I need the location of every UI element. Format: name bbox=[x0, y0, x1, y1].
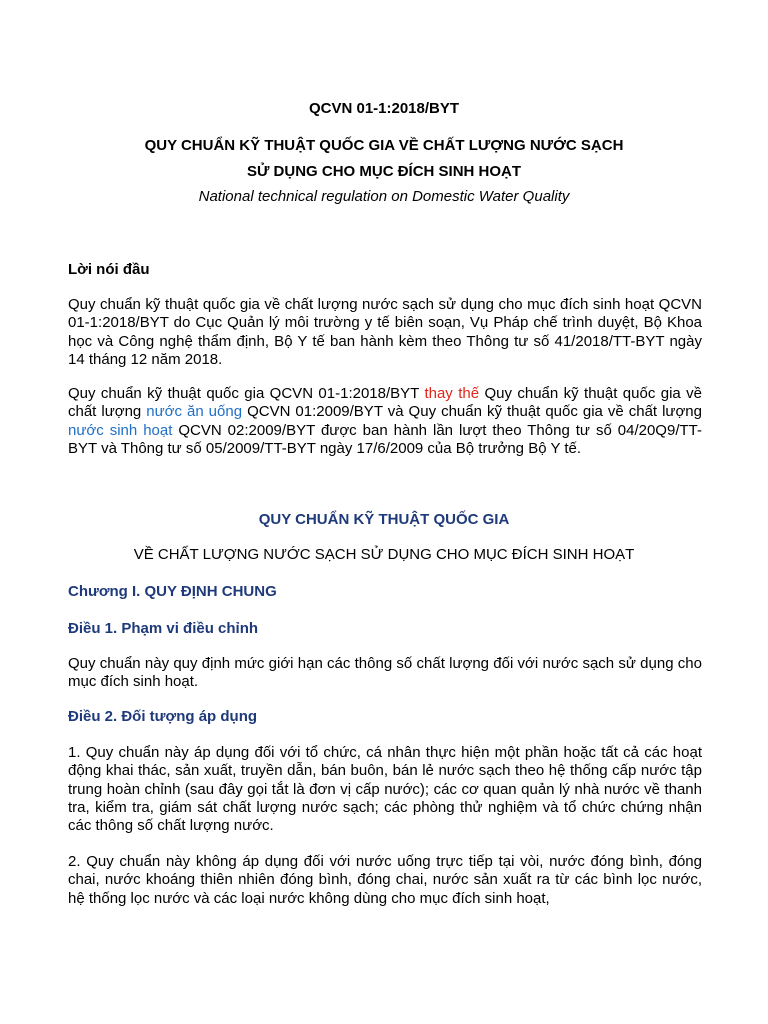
document-title-line2: SỬ DỤNG CHO MỤC ĐÍCH SINH HOẠT bbox=[246, 163, 522, 180]
section-subtitle: VỀ CHẤT LƯỢNG NƯỚC SẠCH SỬ DỤNG CHO MỤC ĐÍCH SINH HOẠT bbox=[133, 546, 635, 563]
document-code: QCVN 01-1:2018/BYT bbox=[308, 100, 460, 117]
article-1-text: Quy chuẩn này quy định mức giới hạn các thông số chất lượng đối với nước sạch sử dụng cho mục đích sinh hoạt. bbox=[68, 655, 702, 691]
preface-paragraph-2 bbox=[68, 385, 702, 458]
section-title: QUY CHUẨN KỸ THUẬT QUỐC GIA bbox=[258, 511, 510, 528]
preface-paragraph-2-part1: Quy chuẩn kỹ thuật quốc gia QCVN 01-1:2018/BYT bbox=[68, 385, 425, 402]
article-2-item-1: 1. Quy chuẩn này áp dụng đối với tổ chức, cá nhân thực hiện một phần hoặc tất cả các hoạt động khai thác, sản xuất, truyền dẫn, bán buôn, bán lẻ nước sạch theo hệ thống cấp nước tập trung hoàn chỉnh (sau đây gọi tắt là đơn vị cấp nước); các cơ quan quản lý nhà nước về thanh tra, kiểm tra, giám sát chất lượng nước sạch; các phòng thử nghiệm và tổ chức chứng nhận các thông số chất lượng nước. bbox=[68, 744, 702, 835]
article-2-item-2: 2. Quy chuẩn này không áp dụng đối với nước uống trực tiếp tại vòi, nước đóng bình, đóng chai, nước khoáng thiên nhiên đóng bình, đóng chai, nước sản xuất ra từ các bình lọc nước, hệ thống lọc nước và các loại nước không dùng cho mục đích sinh hoạt, bbox=[68, 853, 702, 907]
document-title-line1: QUY CHUẨN KỸ THUẬT QUỐC GIA VỀ CHẤT LƯỢNG NƯỚC SẠCH bbox=[144, 137, 624, 154]
preface-paragraph-2-part4: QCVN 02:2009/BYT được ban hành lần lượt theo Thông tư số 04/20Q9/TT-BYT và Thông tư số 05/2009/TT-BYT ngày 17/6/2009 của Bộ trưởng Bộ Y tế. bbox=[68, 421, 702, 457]
preface-heading: Lời nói đầu bbox=[68, 261, 150, 278]
chapter-1-heading: Chương I. QUY ĐỊNH CHUNG bbox=[68, 583, 277, 600]
domestic-water-link[interactable]: nước sinh hoạt bbox=[68, 421, 173, 439]
article-2-heading: Điều 2. Đối tượng áp dụng bbox=[68, 708, 258, 725]
article-1-heading: Điều 1. Phạm vi điều chỉnh bbox=[68, 620, 259, 637]
preface-paragraph-1: Quy chuẩn kỹ thuật quốc gia về chất lượng nước sạch sử dụng cho mục đích sinh hoạt QCVN 01-1:2018/BYT do Cục Quản lý môi trường y tế biên soạn, Vụ Pháp chế trình duyệt, Bộ Khoa học và Công nghệ thẩm định, Bộ Y tế ban hành kèm theo Thông tư số 41/2018/TT-BYT ngày 14 tháng 12 năm 2018. bbox=[68, 296, 702, 368]
preface-paragraph-2-part2: Quy chuẩn kỹ thuật quốc gia về chất lượng bbox=[68, 385, 702, 421]
preface-paragraph-2-part3: QCVN 01:2009/BYT và Quy chuẩn kỹ thuật quốc gia về chất lượng bbox=[242, 403, 702, 421]
document-subtitle-english: National technical regulation on Domestic Water Quality bbox=[198, 188, 570, 205]
drinking-water-link[interactable]: nước ăn uống bbox=[146, 403, 243, 421]
replace-highlight: thay thế bbox=[424, 385, 480, 402]
